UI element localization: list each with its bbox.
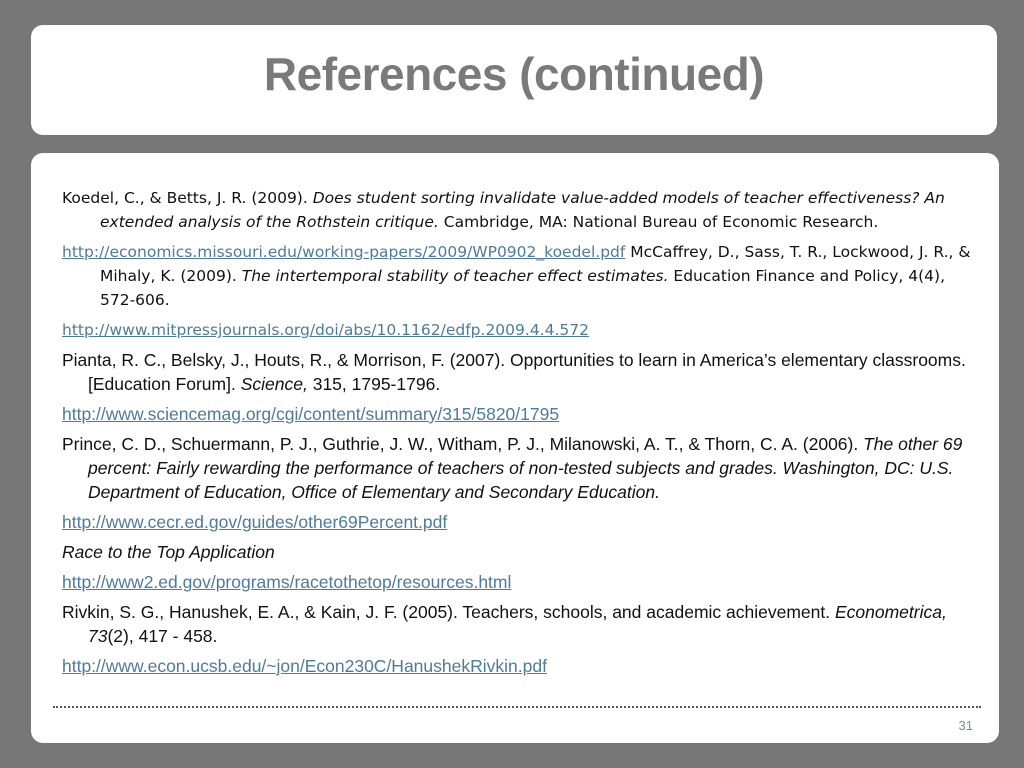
koedel-link[interactable]: http://economics.missouri.edu/working-papers/2009/WP0902_koedel.pdf [62, 243, 626, 261]
reference-rivkin [62, 600, 972, 648]
rttt-link[interactable]: http://www2.ed.gov/programs/racetothetop/resources.html [62, 572, 512, 592]
prince-authors: Prince, C. D., Schuermann, P. J., Guthrie, J. W., Witham, P. J., Milanowski, A. T., & Thorn, C. A. (2006). [62, 434, 864, 454]
pianta-link[interactable]: http://www.sciencemag.org/cgi/content/summary/315/5820/1795 [62, 404, 560, 424]
reference-rttt [62, 540, 972, 564]
pianta-journal: Science, [240, 374, 308, 394]
koedel-publisher: Cambridge, MA: National Bureau of Economic Research. [438, 213, 879, 231]
reference-rttt-link-line [62, 570, 972, 594]
title-card [31, 25, 997, 135]
page-number: 31 [958, 718, 973, 733]
mccaffrey-link[interactable]: http://www.mitpressjournals.org/doi/abs/10.1162/edfp.2009.4.4.572 [62, 321, 589, 339]
mccaffrey-title: The intertemporal stability of teacher effect estimates. [241, 267, 669, 285]
reference-prince-link-line [62, 510, 972, 534]
pianta-authors: Pianta, R. C., Belsky, J., Houts, R., & Morrison, F. (2007). Opportunities to learn in America’s elementary classrooms. [Education Forum]. [62, 350, 966, 394]
rivkin-authors: Rivkin, S. G., Hanushek, E. A., & Kain, J. F. (2005). Teachers, schools, and academic achievement. [62, 602, 835, 622]
pianta-pages: 315, 1795-1796. [307, 374, 441, 394]
koedel-authors: Koedel, C., & Betts, J. R. (2009). [62, 189, 313, 207]
footer-divider [53, 706, 981, 708]
prince-link[interactable]: http://www.cecr.ed.gov/guides/other69Percent.pdf [62, 512, 448, 532]
koedel-title: Does student sorting invalidate value-added models of teacher effectiveness? An extended analysis of the Rothstein critique. [100, 189, 945, 231]
slide-title: References (continued) [263, 48, 765, 100]
mccaffrey-journal: Education Finance and Policy, 4(4), 572-606. [100, 267, 946, 309]
prince-title: The other 69 percent: Fairly rewarding the performance of teachers of non-tested subjects and grades. Washington, DC: U.S. Department of Education, Office of Elementary and Secondary Education. [88, 434, 963, 502]
content-card [31, 153, 999, 743]
mccaffrey-authors: McCaffrey, D., Sass, T. R., Lockwood, J. R., & Mihaly, K. (2009). [100, 243, 971, 285]
rivkin-pages: (2), 417 - 458. [107, 626, 218, 646]
reference-rivkin-link-line [62, 654, 972, 678]
rttt-title: Race to the Top Application [62, 542, 275, 562]
reference-prince [62, 432, 972, 504]
rivkin-link[interactable]: http://www.econ.ucsb.edu/~jon/Econ230C/HanushekRivkin.pdf [62, 656, 547, 676]
reference-pianta-link-line [62, 402, 972, 426]
reference-pianta [62, 348, 972, 396]
reference-list [62, 186, 972, 684]
rivkin-journal: Econometrica, 73 [88, 602, 947, 646]
reference-mccaffrey-link-line [62, 318, 972, 342]
reference-mccaffrey [62, 240, 972, 312]
reference-koedel [62, 186, 972, 234]
